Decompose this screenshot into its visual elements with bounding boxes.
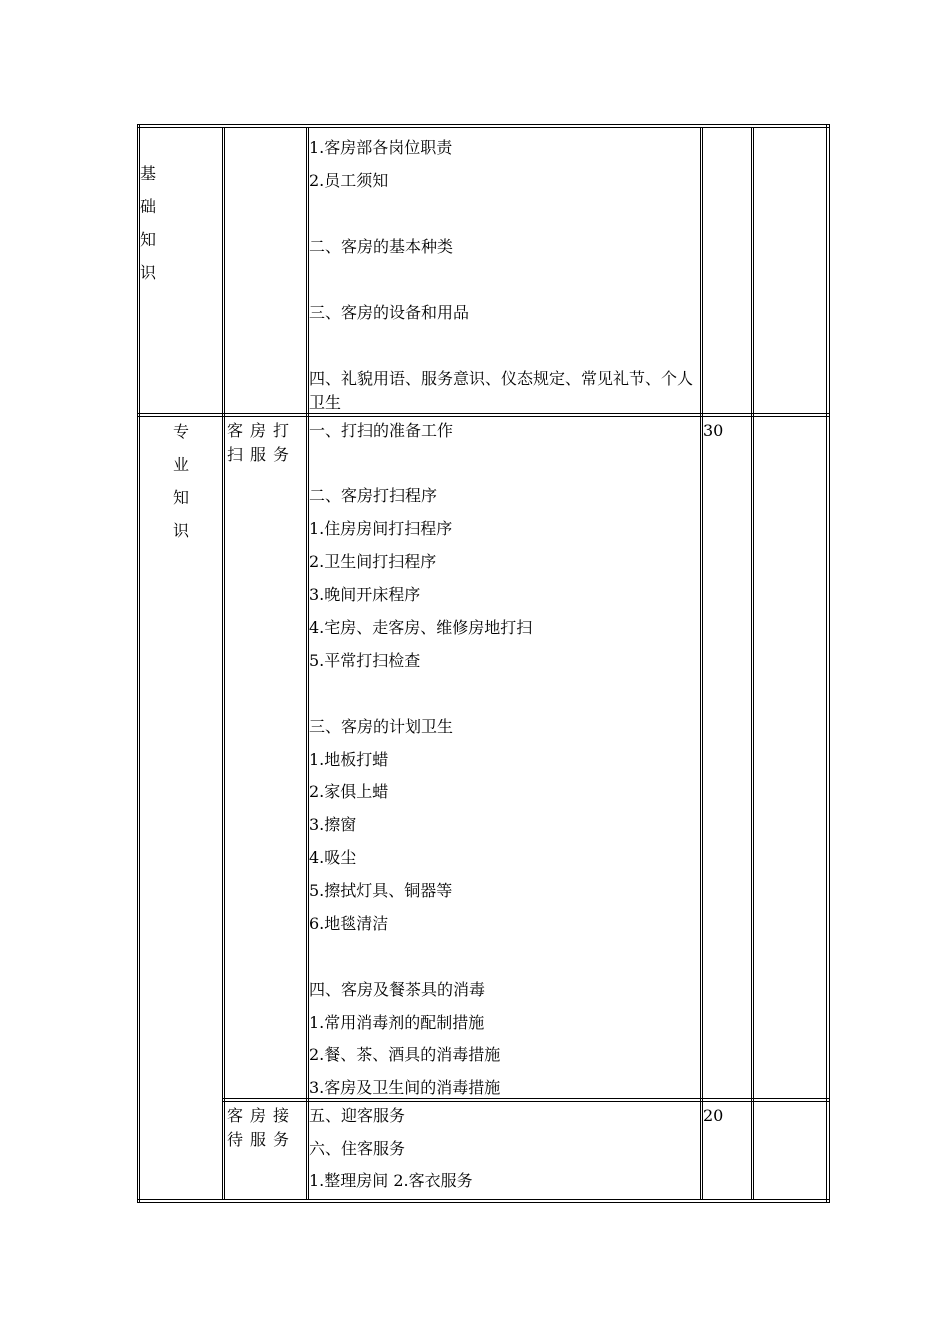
content-heading: 三、客房的设备和用品 — [309, 303, 470, 322]
table-top-border-inner — [137, 127, 830, 128]
content-line: 3.擦窗 — [309, 815, 357, 834]
col-line-right-inner — [829, 124, 830, 1203]
content-line: 6.地毯清洁 — [309, 914, 389, 933]
category-basic-knowledge — [138, 164, 158, 296]
topic-cleaning-service: 客房打扫服务 — [227, 421, 297, 464]
content-line: 2.家俱上蜡 — [309, 782, 389, 801]
content-line: 2.员工须知 — [309, 171, 389, 190]
col-line-2 — [222, 127, 223, 1200]
content-line: 1.整理房间 2.客衣服务 — [309, 1171, 473, 1190]
content-heading: 四、客房及餐茶具的消毒 — [309, 980, 486, 999]
col-line-4 — [700, 127, 701, 1200]
content-line: 4.吸尘 — [309, 848, 357, 867]
category-char: 础 — [139, 197, 156, 216]
content-heading: 二、客房打扫程序 — [309, 486, 438, 505]
content-line: 1.客房部各岗位职责 — [309, 138, 453, 157]
content-line: 2.卫生间打扫程序 — [309, 552, 437, 571]
content-line: 4.宅房、走客房、维修房地打扫 — [309, 618, 533, 637]
table-top-border — [137, 124, 830, 125]
content-heading: 五、迎客服务 — [309, 1106, 406, 1125]
content-line: 1.住房房间打扫程序 — [309, 519, 453, 538]
col-line-4b — [702, 127, 703, 1200]
category-char: 专 — [172, 422, 189, 441]
category-char: 基 — [139, 164, 156, 183]
category-professional-knowledge — [171, 422, 191, 554]
content-heading: 四、礼貌用语、服务意识、仪态规定、常见礼节、个人卫生 — [309, 369, 694, 412]
table-bottom-border-inner — [137, 1202, 830, 1203]
category-char: 知 — [172, 488, 189, 507]
content-heading: 二、客房的基本种类 — [309, 237, 454, 256]
category-char: 业 — [172, 455, 189, 474]
col-line-3 — [306, 127, 307, 1200]
hours-cleaning: 30 — [703, 421, 724, 440]
content-line: 5.擦拭灯具、铜器等 — [309, 881, 453, 900]
row-separator-2b — [222, 1101, 830, 1102]
content-line: 2.餐、茶、酒具的消毒措施 — [309, 1045, 501, 1064]
content-heading: 一、打扫的准备工作 — [309, 421, 454, 440]
content-line: 1.地板打蜡 — [309, 750, 389, 769]
col-line-5 — [751, 127, 752, 1200]
col-line-right — [826, 124, 827, 1203]
col-line-5b — [753, 127, 754, 1200]
content-heading: 三、客房的计划卫生 — [309, 717, 454, 736]
col-line-2b — [224, 127, 225, 1200]
table-bottom-border — [137, 1199, 830, 1200]
content-line: 3.晚间开床程序 — [309, 585, 421, 604]
category-char: 知 — [139, 230, 156, 249]
hours-reception: 20 — [703, 1106, 724, 1125]
content-line: 3.客房及卫生间的消毒措施 — [309, 1078, 501, 1097]
content-line: 1.常用消毒剂的配制措施 — [309, 1013, 485, 1032]
content-line: 5.平常打扫检查 — [309, 651, 421, 670]
row-separator-1b — [137, 416, 830, 417]
row-separator-2 — [222, 1098, 830, 1099]
category-char: 识 — [139, 263, 156, 282]
topic-reception-service: 客房接待服务 — [227, 1106, 297, 1149]
content-heading: 六、住客服务 — [309, 1139, 406, 1158]
category-char: 识 — [172, 521, 189, 540]
